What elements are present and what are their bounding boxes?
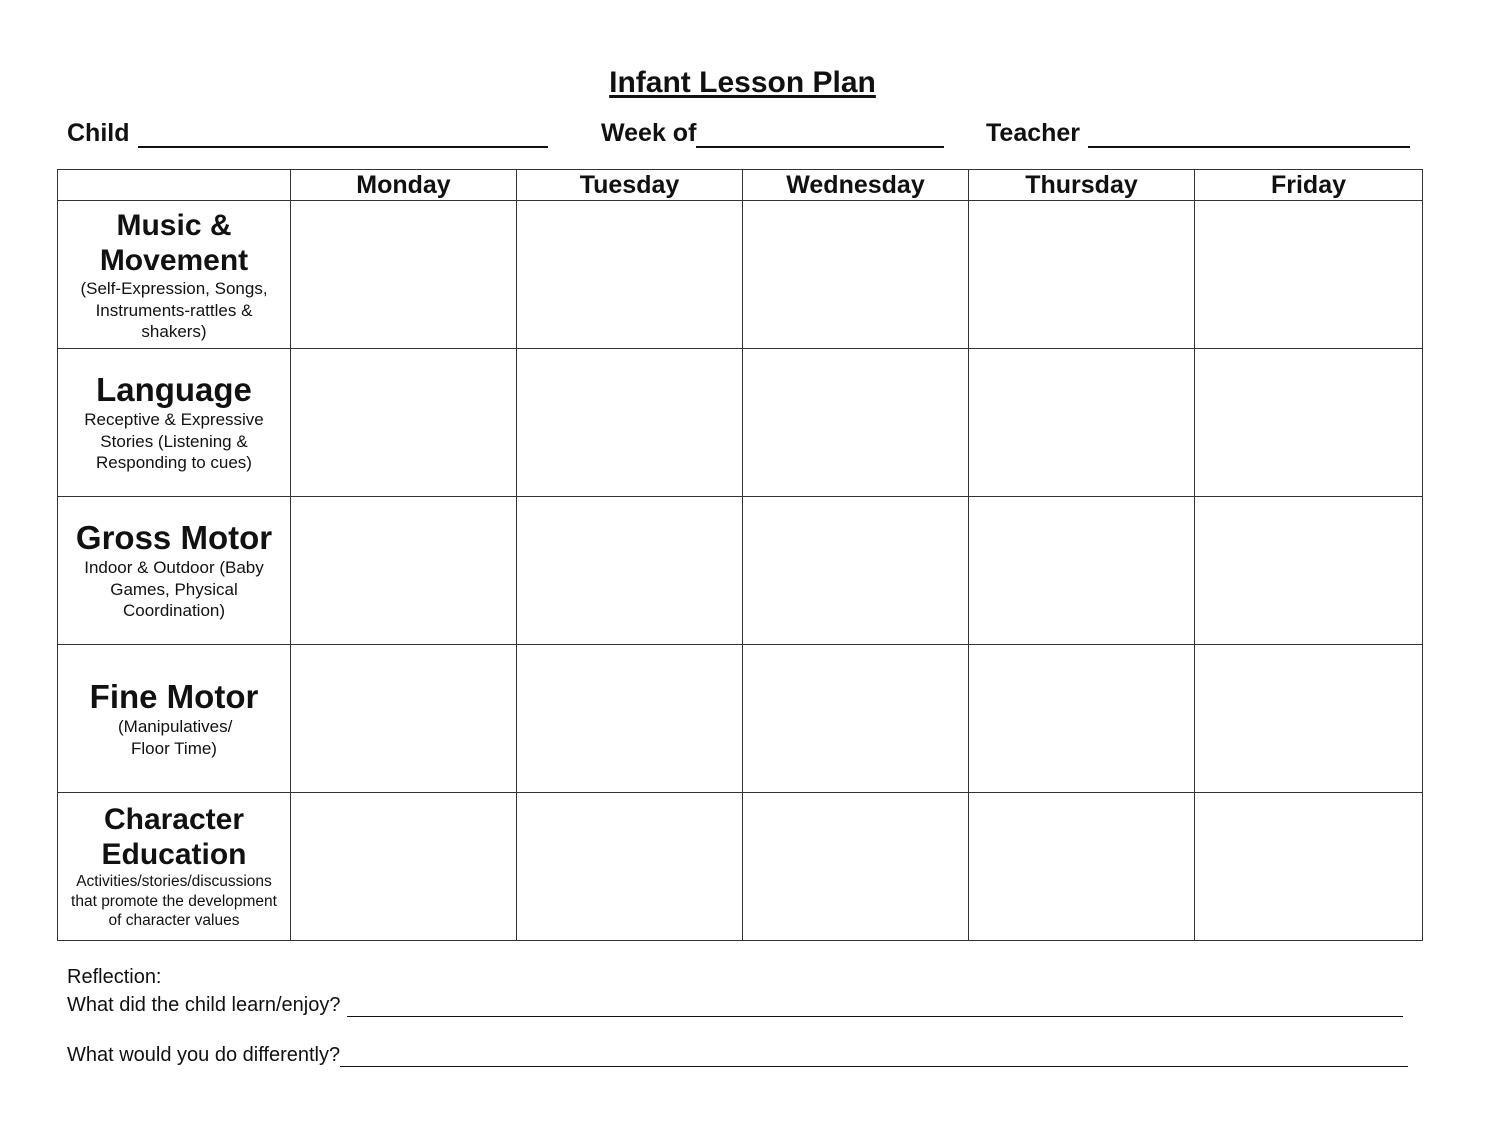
plan-cell-friday[interactable] <box>1195 349 1423 497</box>
category-description: (Manipulatives/ Floor Time) <box>118 717 233 758</box>
category-description: (Self-Expression, Songs, Instruments-rattles & shakers) <box>80 279 268 342</box>
plan-cell-thursday[interactable] <box>969 497 1195 645</box>
teacher-field <box>986 118 1410 148</box>
reflection-question-differently <box>67 1044 1408 1067</box>
day-header-wednesday: Wednesday <box>743 170 969 201</box>
category-cell <box>58 349 291 497</box>
child-field <box>67 118 548 148</box>
plan-cell-tuesday[interactable] <box>517 201 743 349</box>
page-title: Infant Lesson Plan <box>609 66 876 99</box>
category-cell <box>58 793 291 941</box>
plan-cell-thursday[interactable] <box>969 349 1195 497</box>
week-input-line[interactable] <box>696 118 944 148</box>
reflection-question-learn <box>67 994 1403 1017</box>
plan-cell-wednesday[interactable] <box>743 645 969 793</box>
category-title: Language <box>96 371 252 409</box>
reflection-differently-input-line[interactable] <box>340 1044 1408 1067</box>
table-row-language <box>58 349 1423 497</box>
reflection-heading-label: Reflection: <box>67 966 162 988</box>
lesson-plan-table <box>57 169 1423 941</box>
plan-cell-wednesday[interactable] <box>743 497 969 645</box>
category-description: Receptive & Expressive Stories (Listening & Responding to cues) <box>84 410 264 473</box>
reflection-question-differently-label: What would you do differently? <box>67 1044 341 1066</box>
category-cell <box>58 497 291 645</box>
plan-cell-wednesday[interactable] <box>743 793 969 941</box>
day-header-friday: Friday <box>1195 170 1423 201</box>
category-cell <box>58 201 291 349</box>
reflection-question-learn-label: What did the child learn/enjoy? <box>67 994 341 1016</box>
table-row-music-movement <box>58 201 1423 349</box>
table-row-fine-motor <box>58 645 1423 793</box>
category-description: Activities/stories/discussions that promote the development of character values <box>71 873 277 930</box>
category-description: Indoor & Outdoor (Baby Games, Physical Coordination) <box>84 558 264 621</box>
day-header-monday: Monday <box>291 170 517 201</box>
category-cell <box>58 645 291 793</box>
plan-cell-wednesday[interactable] <box>743 201 969 349</box>
category-title: Character Education <box>101 803 247 872</box>
plan-cell-monday[interactable] <box>291 349 517 497</box>
week-label: Week of <box>601 119 697 147</box>
plan-cell-friday[interactable] <box>1195 497 1423 645</box>
plan-cell-friday[interactable] <box>1195 645 1423 793</box>
category-title: Music & Movement <box>99 209 249 278</box>
category-title: Fine Motor <box>89 678 259 715</box>
table-row-character-education <box>58 793 1423 941</box>
plan-cell-thursday[interactable] <box>969 793 1195 941</box>
plan-cell-tuesday[interactable] <box>517 645 743 793</box>
teacher-input-line[interactable] <box>1088 118 1410 148</box>
child-label: Child <box>67 119 130 147</box>
teacher-label: Teacher <box>986 119 1081 147</box>
plan-cell-thursday[interactable] <box>969 201 1195 349</box>
plan-cell-monday[interactable] <box>291 497 517 645</box>
reflection-heading <box>67 966 162 989</box>
plan-cell-tuesday[interactable] <box>517 497 743 645</box>
plan-cell-tuesday[interactable] <box>517 793 743 941</box>
plan-cell-monday[interactable] <box>291 793 517 941</box>
day-header-tuesday: Tuesday <box>517 170 743 201</box>
plan-cell-friday[interactable] <box>1195 793 1423 941</box>
plan-cell-friday[interactable] <box>1195 201 1423 349</box>
corner-cell <box>58 170 291 201</box>
day-header-thursday: Thursday <box>969 170 1195 201</box>
reflection-learn-input-line[interactable] <box>347 994 1403 1017</box>
plan-cell-thursday[interactable] <box>969 645 1195 793</box>
plan-cell-tuesday[interactable] <box>517 349 743 497</box>
plan-cell-monday[interactable] <box>291 645 517 793</box>
category-title: Gross Motor <box>75 519 273 557</box>
table-row-gross-motor <box>58 497 1423 645</box>
plan-cell-wednesday[interactable] <box>743 349 969 497</box>
child-input-line[interactable] <box>138 118 548 148</box>
week-field <box>601 118 944 148</box>
day-header-row <box>58 170 1423 201</box>
plan-cell-monday[interactable] <box>291 201 517 349</box>
